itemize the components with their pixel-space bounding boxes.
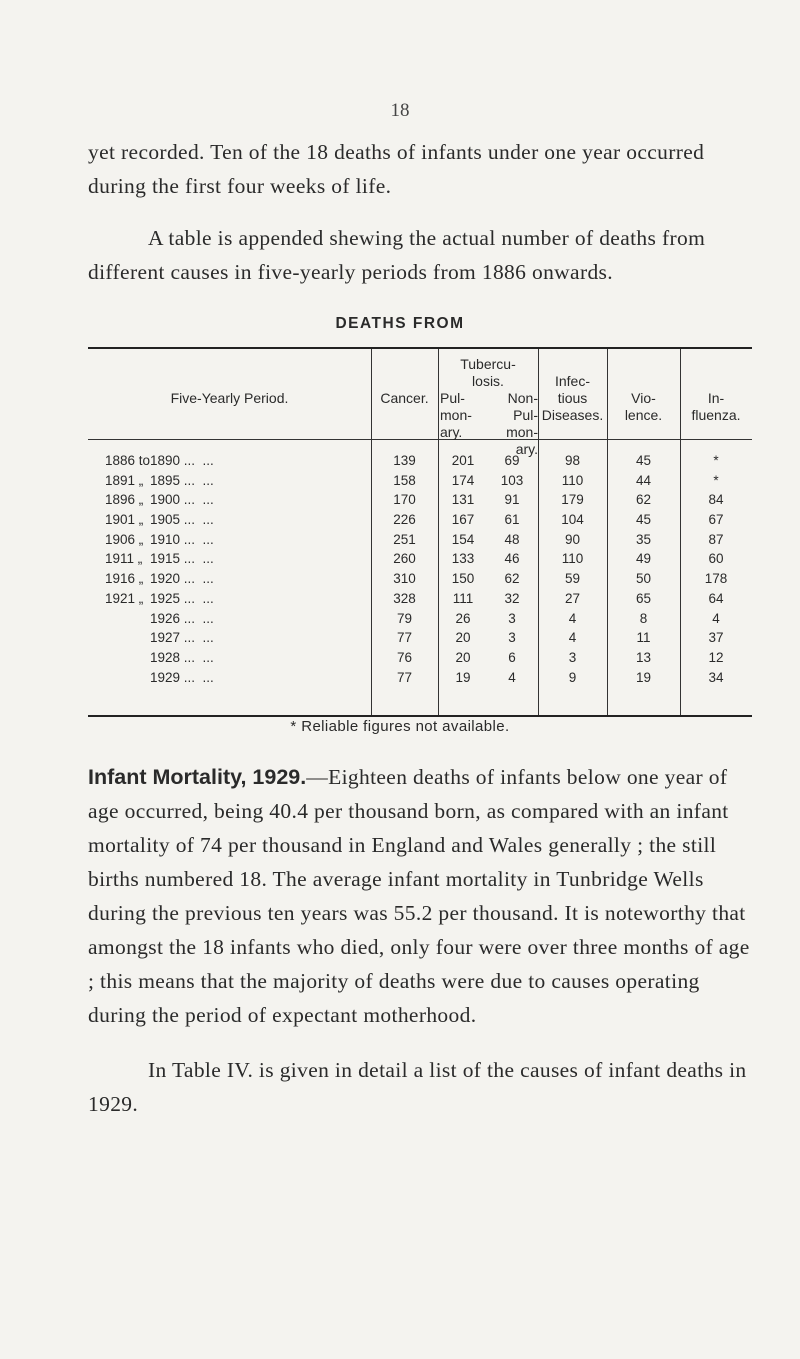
cell-nonpul: 91 xyxy=(504,492,520,508)
period-start: 1896 „ xyxy=(105,492,144,508)
header-influenza xyxy=(680,390,752,424)
deaths-table xyxy=(88,347,752,717)
table-row xyxy=(88,571,752,591)
table-row xyxy=(88,591,752,611)
period-end: 1928 ... ... xyxy=(150,649,214,665)
header-violence-line2: lence. xyxy=(624,407,663,423)
cell-violence: 35 xyxy=(635,531,652,547)
cell-violence: 65 xyxy=(635,590,652,606)
cell-nonpul: 48 xyxy=(504,531,520,547)
table-row xyxy=(88,512,752,532)
period-end: 1926 ... ... xyxy=(150,610,214,626)
cell-cancer: 139 xyxy=(393,453,416,468)
cell-violence: 8 xyxy=(639,610,648,626)
cell-violence: 45 xyxy=(635,453,652,468)
table-row xyxy=(88,453,752,473)
cell-pul: 167 xyxy=(451,512,475,528)
period-end: 1929 ... ... xyxy=(150,669,214,685)
table-row xyxy=(88,532,752,552)
header-infectious-line3: Diseases. xyxy=(541,407,604,423)
header-tuberculosis-line1: Tubercu- xyxy=(460,356,516,372)
period-end: 1915 ... ... xyxy=(150,551,214,567)
paragraph-table-note-text: A table is appended shewing the actual number of deaths from different causes in five-yearly periods from 1886 onwards. xyxy=(88,226,706,284)
header-non-pulmonary-line2: Pul- xyxy=(513,407,538,423)
cell-infectious: 179 xyxy=(561,492,584,508)
cell-violence: 50 xyxy=(635,571,652,587)
header-non-pulmonary-line3: mon- xyxy=(506,424,538,440)
cell-violence: 62 xyxy=(635,492,652,508)
cell-pul: 20 xyxy=(455,649,471,665)
cell-violence: 44 xyxy=(635,472,652,488)
cell-infectious: 3 xyxy=(568,649,577,665)
cell-infectious: 27 xyxy=(564,590,581,606)
paragraph-intro: yet recorded. Ten of the 18 deaths of infants under one year occurred during the first four weeks of life. xyxy=(88,140,705,198)
cell-infectious: 9 xyxy=(568,669,577,685)
cell-nonpul: 6 xyxy=(508,649,516,665)
cell-cancer: 170 xyxy=(393,492,416,508)
cell-cancer: 79 xyxy=(396,610,413,626)
period-start: 1921 „ xyxy=(105,590,144,606)
cell-infectious: 4 xyxy=(568,630,577,646)
page-number: 18 xyxy=(390,100,410,121)
period-end: 1920 ... ... xyxy=(150,571,214,587)
period-end: 1895 ... ... xyxy=(150,472,214,488)
infant-mortality-heading: Infant Mortality, 1929. xyxy=(88,765,307,789)
cell-nonpul: 3 xyxy=(508,630,516,646)
table-row xyxy=(88,492,752,512)
cell-nonpul: 103 xyxy=(500,472,524,488)
paragraph-table-iv xyxy=(88,1053,756,1121)
table-body xyxy=(88,453,752,689)
cell-influenza: 34 xyxy=(708,669,724,685)
cell-violence: 49 xyxy=(635,551,652,567)
header-violence xyxy=(607,390,680,424)
cell-infectious: 110 xyxy=(561,551,584,567)
header-tuberculosis xyxy=(438,356,538,390)
paragraph-infant-mortality xyxy=(88,760,756,1032)
header-infectious xyxy=(538,373,607,424)
cell-nonpul: 32 xyxy=(504,590,520,606)
cell-influenza: 67 xyxy=(708,512,724,528)
cell-influenza: 178 xyxy=(704,571,728,587)
cell-violence: 11 xyxy=(636,630,651,646)
period-end: 1900 ... ... xyxy=(150,492,214,508)
header-cancer: Cancer. xyxy=(380,390,429,406)
table-row xyxy=(88,650,752,670)
table-title: DEATHS FROM xyxy=(335,315,465,332)
cell-pul: 154 xyxy=(451,531,475,547)
cell-infectious: 104 xyxy=(561,512,584,528)
cell-nonpul: 3 xyxy=(508,610,516,626)
cell-cancer: 77 xyxy=(396,669,413,685)
period-end: 1925 ... ... xyxy=(150,590,214,606)
cell-infectious: 110 xyxy=(561,472,584,488)
cell-influenza: 64 xyxy=(708,590,724,606)
table-row xyxy=(88,551,752,571)
period-start: 1886 to xyxy=(105,453,151,468)
cell-pul: 201 xyxy=(451,453,475,468)
cell-violence: 45 xyxy=(635,512,652,528)
period-start: 1891 „ xyxy=(105,472,144,488)
cell-influenza: 87 xyxy=(708,531,724,547)
cell-cancer: 226 xyxy=(393,512,416,528)
paragraph-table-iv-text: In Table IV. is given in detail a list of the causes of infant deaths in 1929. xyxy=(88,1058,747,1116)
cell-pul: 19 xyxy=(455,669,471,685)
header-influenza-line2: fluenza. xyxy=(691,407,741,423)
period-start: 1901 „ xyxy=(105,512,144,528)
cell-nonpul: 4 xyxy=(508,669,516,685)
cell-infectious: 98 xyxy=(564,453,581,468)
cell-cancer: 251 xyxy=(393,531,416,547)
cell-infectious: 90 xyxy=(564,531,581,547)
cell-influenza: 84 xyxy=(708,492,724,508)
cell-pul: 131 xyxy=(451,492,475,508)
period-end: 1905 ... ... xyxy=(150,512,214,528)
header-infectious-line2: tious xyxy=(557,390,588,406)
cell-cancer: 158 xyxy=(393,472,416,488)
table-footnote: * Reliable figures not available. xyxy=(290,718,510,735)
cell-infectious: 4 xyxy=(568,610,577,626)
cell-influenza: * xyxy=(713,472,719,488)
cell-influenza: 37 xyxy=(708,630,724,646)
cell-influenza: * xyxy=(713,453,719,468)
cell-nonpul: 62 xyxy=(504,571,520,587)
period-end: 1927 ... ... xyxy=(150,630,214,646)
cell-pul: 150 xyxy=(451,571,475,587)
header-non-pulmonary-line4: ary. xyxy=(515,441,538,457)
cell-pul: 26 xyxy=(455,610,471,626)
cell-pul: 111 xyxy=(452,590,474,606)
header-non-pulmonary-line1: Non- xyxy=(507,390,538,406)
paragraph-table-note xyxy=(88,221,756,289)
cell-infectious: 59 xyxy=(564,571,581,587)
cell-influenza: 12 xyxy=(708,649,724,665)
cell-nonpul: 69 xyxy=(504,453,520,468)
table-row xyxy=(88,630,752,650)
period-end: 1910 ... ... xyxy=(150,531,214,547)
header-infectious-line1: Infec- xyxy=(554,373,590,389)
cell-cancer: 328 xyxy=(393,590,416,606)
cell-pul: 133 xyxy=(451,551,475,567)
infant-mortality-text: —Eighteen deaths of infants below one year of age occurred, being 40.4 per thousand born, as compared with an infant mortality of 74 per thousand in England and Wales generally ; the still births numbered 18. The average infant mortality in Tunbridge Wells during the previous ten years was 55.2 per thousand. It is noteworthy that amongst the 18 infants who died, only four were over three months of age ; this means that the majority of deaths were due to causes operating during the period of expectant motherhood. xyxy=(88,765,750,1027)
header-influenza-line1: In- xyxy=(707,390,725,406)
header-pulmonary-line2: mon- xyxy=(440,407,472,423)
header-pulmonary-line3: ary. xyxy=(440,424,463,440)
cell-cancer: 260 xyxy=(393,551,416,567)
cell-influenza: 4 xyxy=(712,610,720,626)
cell-pul: 20 xyxy=(455,630,471,646)
period-start: 1916 „ xyxy=(105,571,144,587)
cell-violence: 19 xyxy=(635,669,652,685)
table-row xyxy=(88,670,752,690)
cell-cancer: 310 xyxy=(393,571,416,587)
cell-cancer: 76 xyxy=(396,649,413,665)
header-pulmonary-line1: Pul- xyxy=(440,390,465,406)
header-violence-line1: Vio- xyxy=(631,390,656,406)
table-row xyxy=(88,611,752,631)
header-tuberculosis-line2: losis. xyxy=(472,373,504,389)
period-end: 1890 ... ... xyxy=(150,453,214,468)
cell-influenza: 60 xyxy=(708,551,724,567)
table-row xyxy=(88,473,752,493)
header-non-pulmonary xyxy=(486,390,538,458)
header-pulmonary xyxy=(440,390,488,441)
cell-cancer: 77 xyxy=(396,630,413,646)
period-start: 1906 „ xyxy=(105,531,144,547)
cell-nonpul: 61 xyxy=(504,512,520,528)
period-start: 1911 „ xyxy=(105,551,143,567)
cell-violence: 13 xyxy=(635,649,652,665)
cell-nonpul: 46 xyxy=(504,551,520,567)
header-period: Five-Yearly Period. xyxy=(170,390,289,406)
cell-pul: 174 xyxy=(451,472,475,488)
